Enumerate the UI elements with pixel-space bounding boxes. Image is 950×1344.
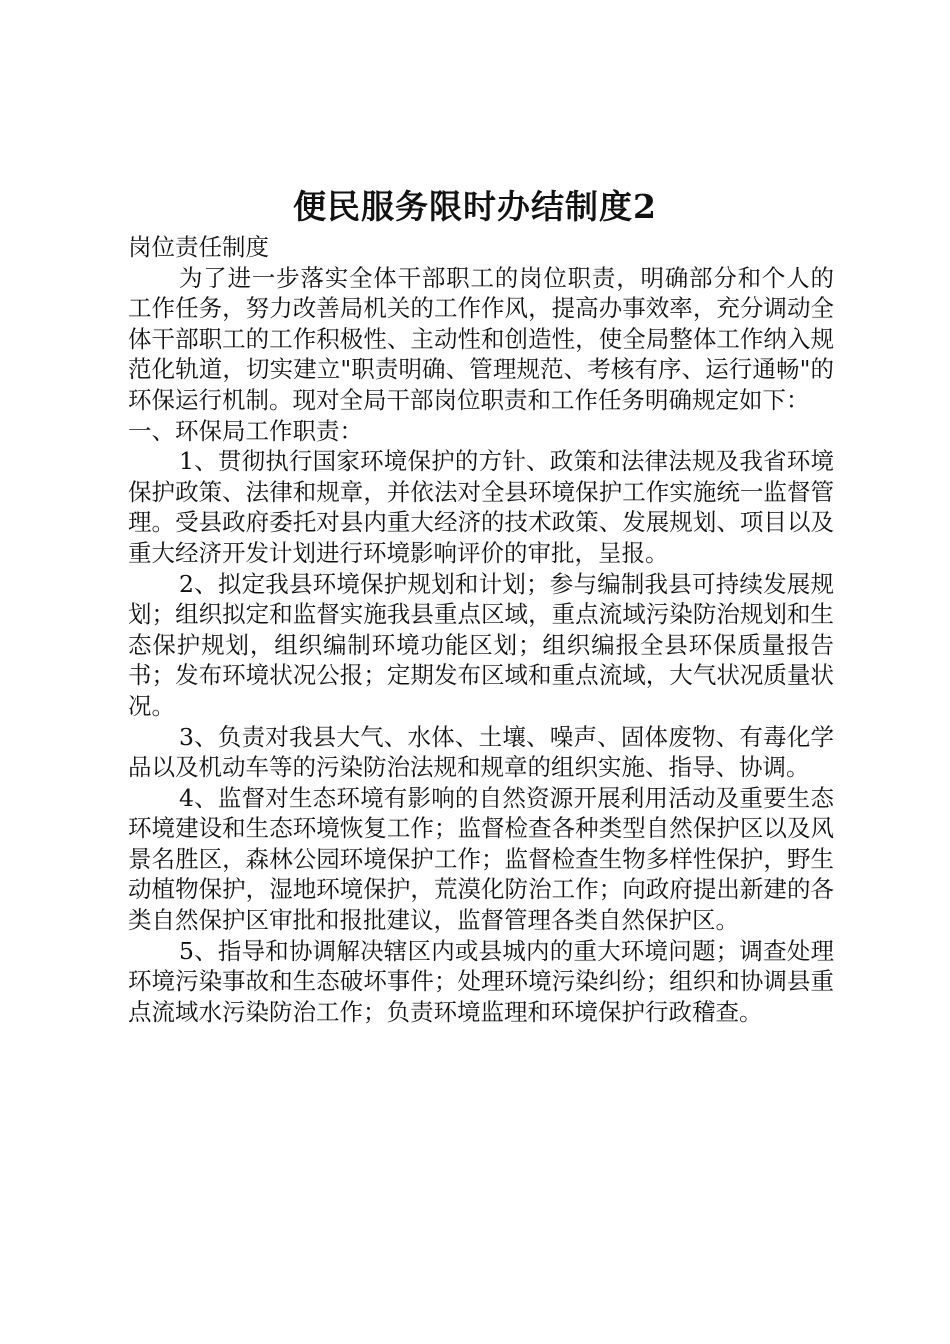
list-item: 5、指导和协调解决辖区内或县城内的重大环境问题；调查处理环境污染事故和生态破坏事件；处理环境污染纠纷；组织和协调县重点流域水污染防治工作；负责环境监理和环境保护行政稽查。 [128, 936, 834, 1026]
list-item: 4、监督对生态环境有影响的自然资源开展利用活动及重要生态环境建设和生态环境恢复工作；监督检查各种类型自然保护区以及风景名胜区，森林公园环境保护工作；监督检查生物多样性保护，野生动植物保护，湿地环境保护，荒漠化防治工作；向政府提出新建的各类自然保护区审批和报批建议，监督管理各类自然保护区。 [128, 783, 834, 935]
list-item: 3、负责对我县大气、水体、土壤、噪声、固体废物、有毒化学品以及机动车等的污染防治法规和规章的组织实施、指导、协调。 [128, 722, 834, 782]
document-title: 便民服务限时办结制度2 [293, 187, 657, 226]
list-item: 1、贯彻执行国家环境保护的方针、政策和法律法规及我省环境保护政策、法律和规章，并依法对全县环境保护工作实施统一监督管理。受县政府委托对县内重大经济的技术政策、发展规划、项目以及重大经济开发计划进行环境影响评价的审批，呈报。 [128, 447, 834, 567]
intro-paragraph: 为了进一步落实全体干部职工的岗位职责，明确部分和个人的工作任务，努力改善局机关的工作作风，提高办事效率，充分调动全体干部职工的工作积极性、主动性和创造性，使全局整体工作纳入规范化轨道，切实建立"职责明确、管理规范、考核有序、运行通畅"的环保运行机制。现对全局干部岗位职责和工作任务明确规定如下： [128, 263, 834, 414]
section-heading: 岗位责任制度 [128, 233, 269, 261]
subheading: 一、环保局工作职责： [128, 416, 363, 445]
document-body [128, 232, 834, 1027]
list-item: 2、拟定我县环境保护规划和计划；参与编制我县可持续发展规划；组织拟定和监督实施我县重点区域，重点流域污染防治规划和生态保护规划，组织编制环境功能区划；组织编报全县环保质量报告书；发布环境状况公报；定期发布区域和重点流域，大气状况质量状况。 [128, 569, 834, 720]
